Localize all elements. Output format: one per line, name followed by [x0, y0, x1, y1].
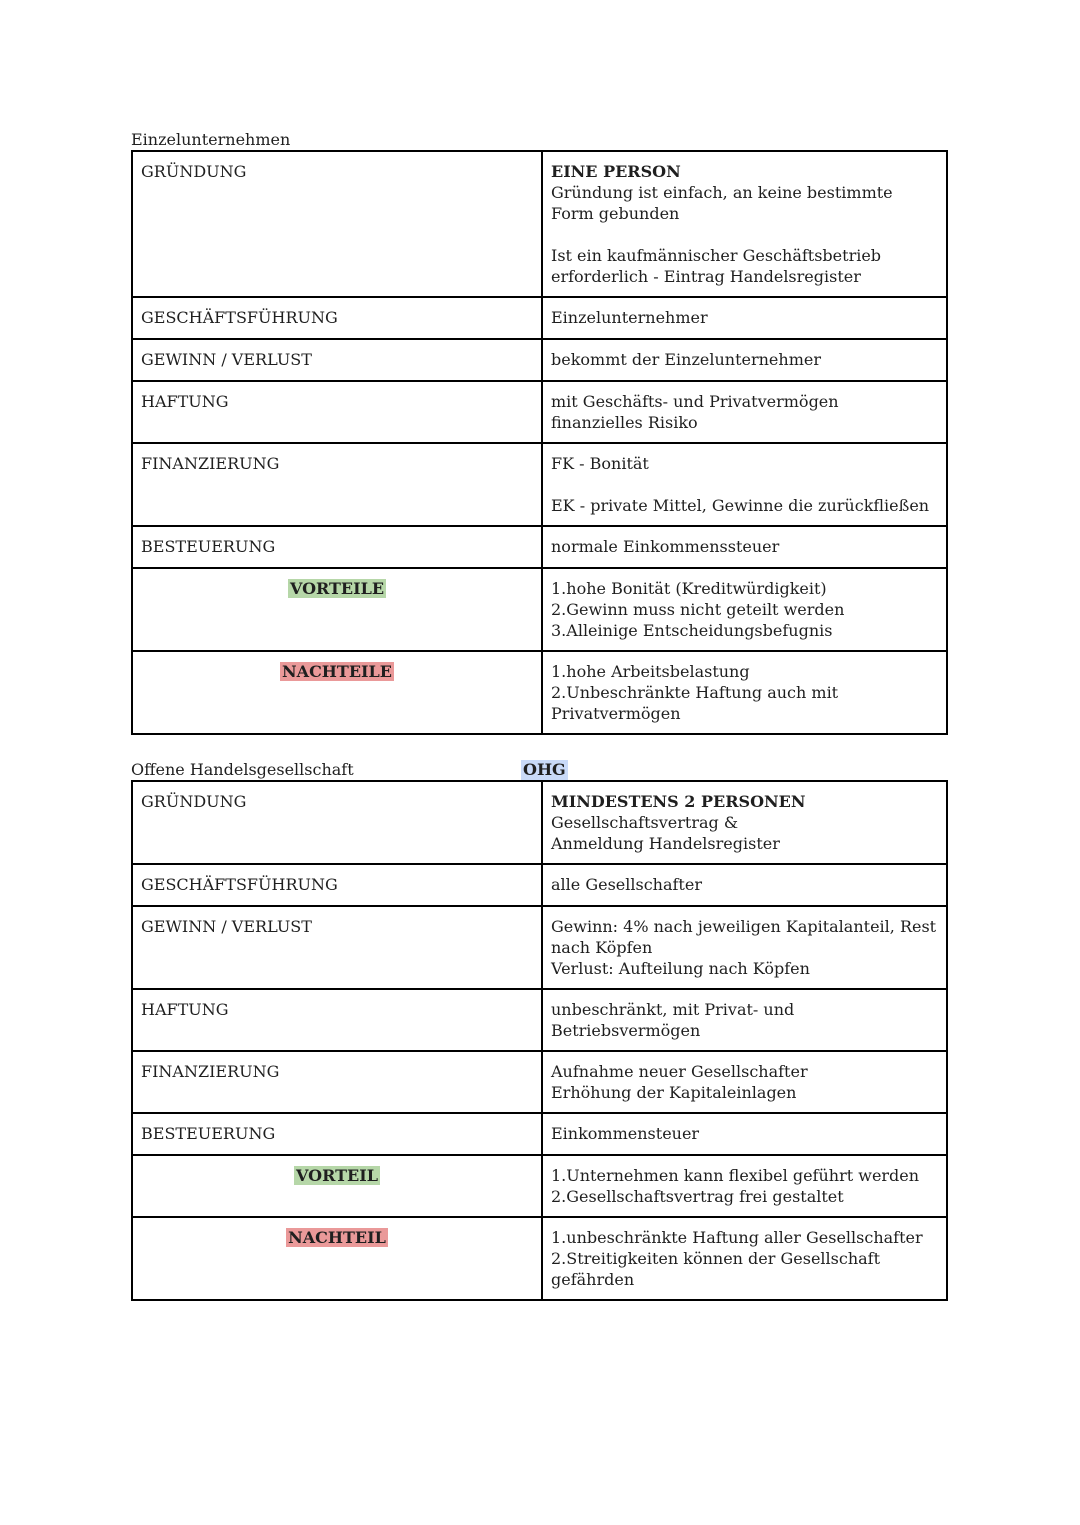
row-value: Einkommensteuer: [542, 1113, 947, 1155]
table-row-vorteil: [132, 1155, 947, 1217]
table-row-gruendung: [132, 151, 947, 297]
disadvantages-label: NACHTEIL: [288, 1228, 386, 1247]
list-item: 2.Unbeschränkte Haftung auch mit Privatvermögen: [551, 683, 844, 723]
section-ohg: [131, 760, 948, 1301]
row-label: FINANZIERUNG: [132, 1051, 542, 1113]
list-item: 2.Gewinn muss nicht geteilt werden: [551, 600, 845, 619]
value-line: Gründung ist einfach, an keine bestimmte Form gebunden: [551, 183, 898, 223]
list-item: 1.hohe Arbeitsbelastung: [551, 662, 750, 681]
value-line: Gesellschaftsvertrag &: [551, 813, 739, 832]
table-row-geschaeftsfuehrung: [132, 864, 947, 906]
section-einzelunternehmen: [131, 130, 948, 735]
list-item: 1.unbeschränkte Haftung aller Gesellschafter: [551, 1228, 923, 1247]
row-label: [132, 568, 542, 651]
list-item: 2.Gesellschaftsvertrag frei gestaltet: [551, 1187, 844, 1206]
table-row-geschaeftsfuehrung: [132, 297, 947, 339]
value-line: Anmeldung Handelsregister: [551, 834, 780, 853]
value-line: mit Geschäfts- und Privatvermögen: [551, 392, 839, 411]
row-label: GESCHÄFTSFÜHRUNG: [132, 864, 542, 906]
row-value: [542, 1217, 947, 1300]
table-row-gewinn-verlust: [132, 339, 947, 381]
value-line: Erhöhung der Kapitaleinlagen: [551, 1083, 797, 1102]
row-label: [132, 1217, 542, 1300]
value-heading: EINE PERSON: [551, 162, 681, 181]
table-row-besteuerung: [132, 526, 947, 568]
table-row-nachteile: [132, 651, 947, 734]
value-line: Gewinn: 4% nach jeweiligen Kapitalanteil, Rest nach Köpfen: [551, 917, 942, 957]
row-value: Einzelunternehmer: [542, 297, 947, 339]
row-value: unbeschränkt, mit Privat- und Betriebsvermögen: [542, 989, 947, 1051]
row-label: HAFTUNG: [132, 989, 542, 1051]
row-value: [542, 381, 947, 443]
row-label: [132, 1155, 542, 1217]
comparison-table: [131, 780, 948, 1301]
row-label: GEWINN / VERLUST: [132, 339, 542, 381]
table-row-haftung: [132, 381, 947, 443]
row-label: [132, 651, 542, 734]
row-value: alle Gesellschafter: [542, 864, 947, 906]
row-value: [542, 151, 947, 297]
disadvantages-label: NACHTEILE: [282, 662, 392, 681]
row-value: bekommt der Einzelunternehmer: [542, 339, 947, 381]
abbreviation-badge: OHG: [523, 760, 566, 779]
row-label: BESTEUERUNG: [132, 1113, 542, 1155]
value-heading: MINDESTENS 2 PERSONEN: [551, 792, 806, 811]
advantages-label: VORTEILE: [289, 579, 385, 598]
row-label: GESCHÄFTSFÜHRUNG: [132, 297, 542, 339]
value-line: EK - private Mittel, Gewinne die zurückfließen: [551, 496, 930, 515]
list-item: 3.Alleinige Entscheidungsbefugnis: [551, 621, 833, 640]
row-label: GRÜNDUNG: [132, 781, 542, 864]
row-value: [542, 1155, 947, 1217]
row-label: GEWINN / VERLUST: [132, 906, 542, 989]
table-row-finanzierung: [132, 1051, 947, 1113]
table-row-nachteil: [132, 1217, 947, 1300]
table-row-besteuerung: [132, 1113, 947, 1155]
value-line: FK - Bonität: [551, 454, 649, 473]
value-line: finanzielles Risiko: [551, 413, 698, 432]
row-label: HAFTUNG: [132, 381, 542, 443]
list-item: 2.Streitigkeiten können der Gesellschaft gefährden: [551, 1249, 886, 1289]
value-line: Verlust: Aufteilung nach Köpfen: [551, 959, 810, 978]
table-row-gruendung: [132, 781, 947, 864]
row-value: [542, 651, 947, 734]
list-item: 1.Unternehmen kann flexibel geführt werden: [551, 1166, 920, 1185]
value-line: Ist ein kaufmännischer Geschäftsbetrieb erforderlich - Eintrag Handelsregister: [551, 246, 887, 286]
table-row-haftung: [132, 989, 947, 1051]
list-item: 1.hohe Bonität (Kreditwürdigkeit): [551, 579, 827, 598]
row-value: [542, 443, 947, 526]
section-title-text: Offene Handelsgesellschaft: [131, 760, 354, 779]
row-label: FINANZIERUNG: [132, 443, 542, 526]
table-row-vorteile: [132, 568, 947, 651]
row-value: [542, 1051, 947, 1113]
row-value: normale Einkommenssteuer: [542, 526, 947, 568]
row-value: [542, 781, 947, 864]
row-value: [542, 906, 947, 989]
table-row-finanzierung: [132, 443, 947, 526]
row-label: BESTEUERUNG: [132, 526, 542, 568]
comparison-table: [131, 150, 948, 735]
advantages-label: VORTEIL: [296, 1166, 378, 1185]
table-row-gewinn-verlust: [132, 906, 947, 989]
row-label: GRÜNDUNG: [132, 151, 542, 297]
section-title: Einzelunternehmen: [131, 130, 291, 149]
row-value: [542, 568, 947, 651]
value-line: Aufnahme neuer Gesellschafter: [551, 1062, 808, 1081]
section-title: [131, 760, 948, 780]
